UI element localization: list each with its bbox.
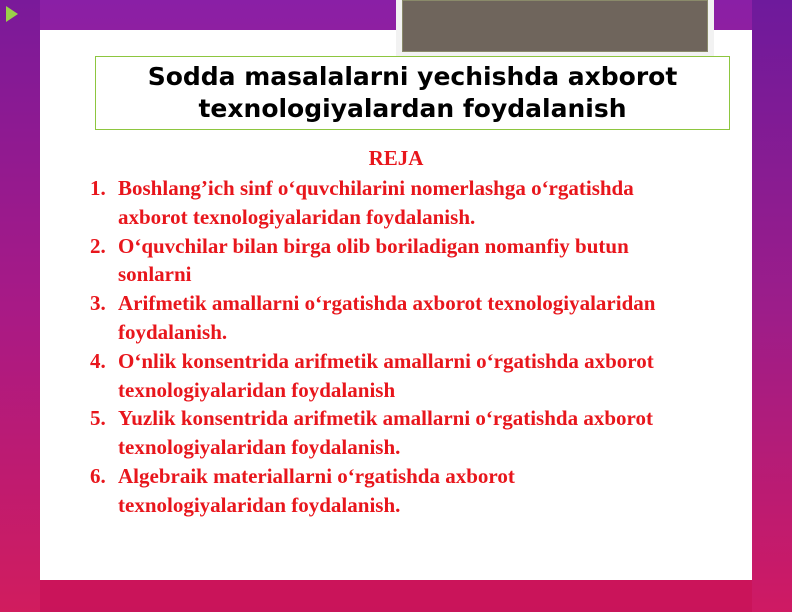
plan-item: [90, 174, 678, 232]
plan-item-number: 3.: [90, 291, 106, 316]
plan-item-text: Arifmetik amallarni o‘rgatishda axborot texnologiyalaridan foydalanish.: [118, 291, 656, 344]
plan-list: [90, 174, 678, 520]
plan-item-text: O‘nlik konsentrida arifmetik amallarni o‘rgatishda axborot texnologiyalaridan foydalanish: [118, 348, 654, 402]
plan-item: [90, 232, 678, 290]
header-photo-frame: [396, 0, 714, 56]
plan-item-number: 1.: [90, 176, 106, 200]
plan-item-number: 5.: [90, 406, 106, 431]
plan-item-text: Yuzlik konsentrida arifmetik amallarni o‘rgatishda axborot texnologiyalaridan foydalanish.: [118, 406, 653, 460]
plan-item-number: 2.: [90, 233, 106, 258]
plan-item: [90, 462, 678, 520]
plan-item-text: O‘quvchilar bilan birga olib boriladigan nomanfiy butun sonlarni: [118, 233, 629, 287]
plan-item: [90, 404, 678, 462]
plan-item-text: Boshlang’ich sinf o‘quvchilarini nomerlashga o‘rgatishda axborot texnologiyalaridan foydalanish.: [118, 176, 634, 229]
left-background-stripe: [0, 0, 40, 612]
plan-item: [90, 289, 678, 347]
slide-title-box: [95, 56, 730, 130]
chevron-right-icon: [6, 6, 18, 22]
plan-item-text: Algebraik materiallarni o‘rgatishda axborot texnologiyalaridan foydalanish.: [118, 463, 515, 517]
plan-item-number: 6.: [90, 463, 106, 488]
plan-item: [90, 347, 678, 405]
plan-item-number: 4.: [90, 348, 106, 373]
header-photo: [402, 0, 708, 52]
plan-heading: REJA: [368, 146, 424, 170]
slide-title: Sodda masalalarni yechishda axborot texnologiyalardan foydalanish: [147, 62, 678, 123]
right-background-stripe: [752, 0, 792, 612]
